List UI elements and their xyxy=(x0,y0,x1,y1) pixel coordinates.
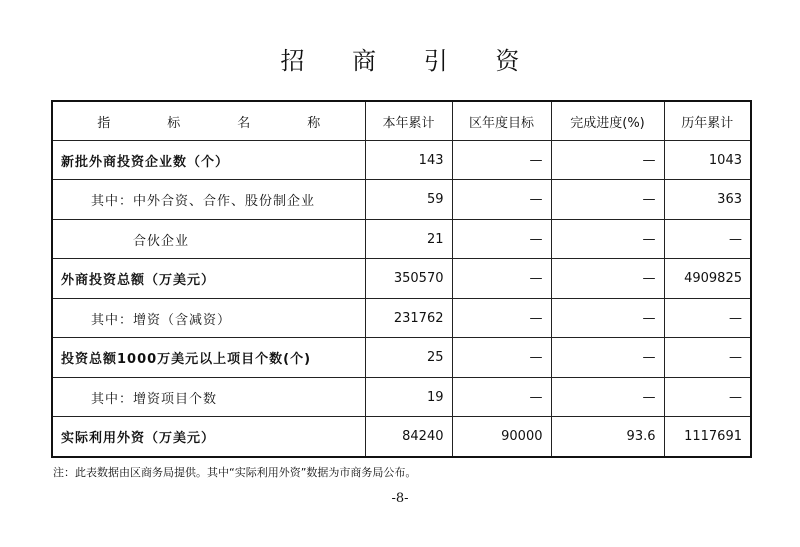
cell-annual-target: — xyxy=(452,338,551,377)
row-label: 新批外商投资企业数（个） xyxy=(52,141,365,180)
cell-annual-target: — xyxy=(452,219,551,258)
cell-annual-target: — xyxy=(452,298,551,337)
table-row xyxy=(52,417,751,457)
header-annual-target: 区年度目标 xyxy=(452,101,551,141)
cell-year-total: 21 xyxy=(365,219,452,258)
row-label: 其中：增资（含减资） xyxy=(52,298,365,337)
table-row xyxy=(52,338,751,377)
row-label: 实际利用外资（万美元） xyxy=(52,417,365,457)
cell-year-total: 59 xyxy=(365,180,452,219)
table-row xyxy=(52,298,751,337)
cell-annual-target: — xyxy=(452,377,551,416)
cell-annual-target: — xyxy=(452,180,551,219)
page-number: -8- xyxy=(391,491,409,506)
cell-cumulative: 363 xyxy=(664,180,751,219)
footnote: 注：此表数据由区商务局提供。其中“实际利用外资”数据为市商务局公布。 xyxy=(53,466,417,479)
header-year-total: 本年累计 xyxy=(365,101,452,141)
row-label: 其中：中外合资、合作、股份制企业 xyxy=(52,180,365,219)
cell-progress: 93.6 xyxy=(551,417,664,457)
cell-annual-target: — xyxy=(452,259,551,298)
cell-year-total: 19 xyxy=(365,377,452,416)
table-row xyxy=(52,259,751,298)
row-label: 其中：增资项目个数 xyxy=(52,377,365,416)
table-row xyxy=(52,180,751,219)
cell-year-total: 25 xyxy=(365,338,452,377)
table-row xyxy=(52,141,751,180)
cell-progress: — xyxy=(551,180,664,219)
cell-cumulative: — xyxy=(664,377,751,416)
row-label: 外商投资总额（万美元） xyxy=(52,259,365,298)
cell-cumulative: — xyxy=(664,338,751,377)
statistics-table xyxy=(51,100,752,458)
header-indicator-name: 指 标 名 称 xyxy=(52,101,365,141)
header-cumulative: 历年累计 xyxy=(664,101,751,141)
cell-year-total: 231762 xyxy=(365,298,452,337)
row-label: 投资总额1000万美元以上项目个数(个) xyxy=(52,338,365,377)
cell-cumulative: 1043 xyxy=(664,141,751,180)
cell-progress: — xyxy=(551,338,664,377)
cell-cumulative: — xyxy=(664,219,751,258)
cell-progress: — xyxy=(551,377,664,416)
cell-progress: — xyxy=(551,141,664,180)
cell-annual-target: 90000 xyxy=(452,417,551,457)
cell-progress: — xyxy=(551,298,664,337)
table-row xyxy=(52,377,751,416)
cell-year-total: 350570 xyxy=(365,259,452,298)
cell-cumulative: — xyxy=(664,298,751,337)
table-row xyxy=(52,219,751,258)
header-progress: 完成进度(%) xyxy=(551,101,664,141)
page-title: 招 商 引 资 xyxy=(280,47,540,75)
cell-cumulative: 1117691 xyxy=(664,417,751,457)
cell-year-total: 143 xyxy=(365,141,452,180)
row-label: 合伙企业 xyxy=(52,219,365,258)
cell-annual-target: — xyxy=(452,141,551,180)
cell-cumulative: 4909825 xyxy=(664,259,751,298)
cell-year-total: 84240 xyxy=(365,417,452,457)
cell-progress: — xyxy=(551,259,664,298)
cell-progress: — xyxy=(551,219,664,258)
table-header-row xyxy=(52,101,751,141)
